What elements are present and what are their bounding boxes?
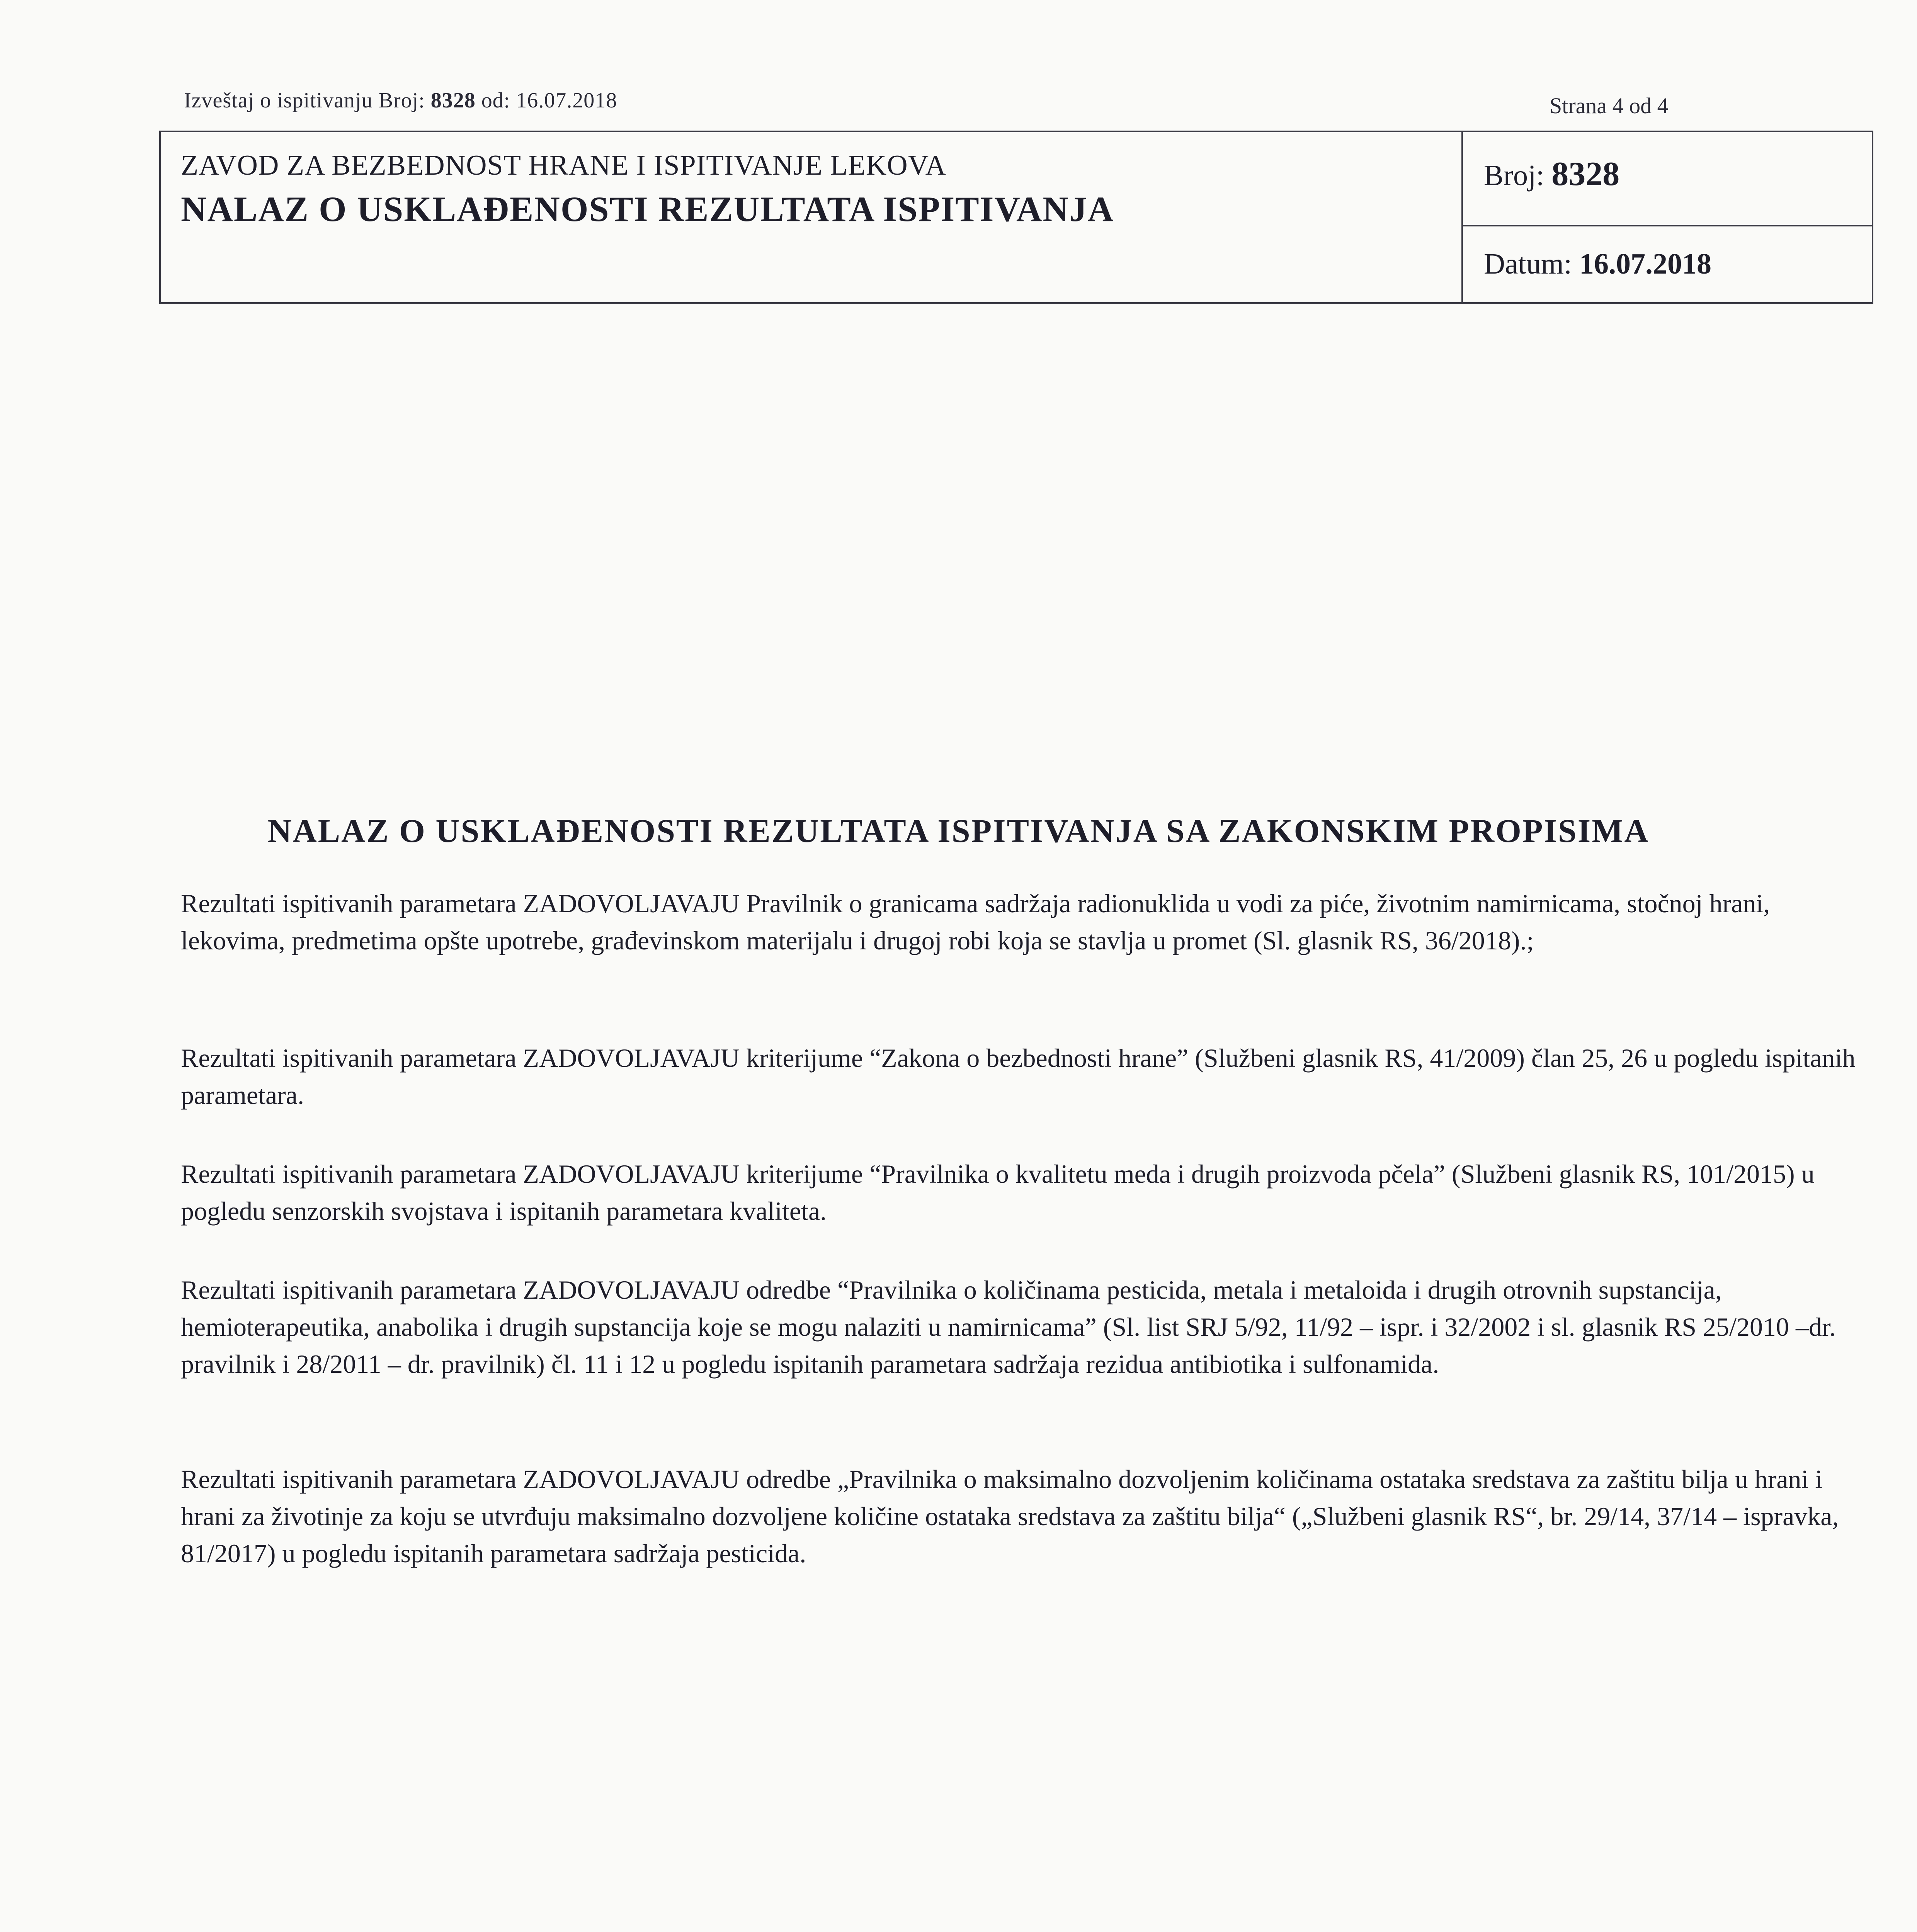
datum-field <box>1484 247 1711 281</box>
broj-value: 8328 <box>1551 155 1620 193</box>
report-ref-number: 8328 <box>430 88 476 112</box>
institute-name: ZAVOD ZA BEZBEDNOST HRANE I ISPITIVANJE LEKOVA <box>181 150 947 181</box>
page-indicator: Strana 4 od 4 <box>1550 93 1669 118</box>
compliance-paragraph: Rezultati ispitivanih parametara ZADOVOLJAVAJU Pravilnik o granicama sadržaja radionuklida u vodi za piće, životnim namirnicama, stočnoj hrani, lekovima, predmetima opšte upotrebe, građevinskom materijalu i drugoj robi koja se stavlja u promet (Sl. glasnik RS, 36/2018).; <box>181 889 1770 955</box>
document-title: NALAZ O USKLAĐENOSTI REZULTATA ISPITIVANJA <box>181 189 1114 229</box>
datum-label: Datum: <box>1484 248 1572 280</box>
report-ref-date-label: od: <box>481 88 510 112</box>
report-ref-date: 16.07.2018 <box>516 88 617 112</box>
compliance-paragraph: Rezultati ispitivanih parametara ZADOVOLJAVAJU odredbe „Pravilnika o maksimalno dozvoljenim količinama ostataka sredstava za zaštitu bilja u hrani i hrani za životinje za koju se utvrđuju maksimalno dozvoljene količine ostataka sredstava za zaštitu bilja“ („Službeni glasnik RS“, br. 29/14, 37/14 – ispravka, 81/2017) u pogledu ispitanih parametara sadržaja pesticida. <box>181 1464 1839 1568</box>
datum-value: 16.07.2018 <box>1579 248 1711 280</box>
compliance-paragraph: Rezultati ispitivanih parametara ZADOVOLJAVAJU kriterijume “Pravilnika o kvalitetu meda i drugih proizvoda pčela” (Službeni glasnik RS, 101/2015) u pogledu senzorskih svojstava i ispitanih parametara kvaliteta. <box>181 1159 1815 1226</box>
broj-label: Broj: <box>1484 159 1544 192</box>
section-heading: NALAZ O USKLAĐENOSTI REZULTATA ISPITIVANJA SA ZAKONSKIM PROPISIMA <box>267 812 1650 849</box>
compliance-paragraph: Rezultati ispitivanih parametara ZADOVOLJAVAJU odredbe “Pravilnika o količinama pesticida, metala i metaloida i drugih otrovnih supstancija, hemioterapeutika, anabolika i drugih supstancija koje se mogu nalaziti u namirnicama” (Sl. list SRJ 5/92, 11/92 – ispr. i 32/2002 i sl. glasnik RS 25/2010 –dr. pravilnik i 28/2011 – dr. pravilnik) čl. 11 i 12 u pogledu ispitanih parametara sadržaja rezidua antibiotika i sulfonamida. <box>181 1275 1836 1379</box>
header-divider-horizontal <box>1461 225 1873 226</box>
header-divider-vertical <box>1461 131 1463 304</box>
report-reference <box>184 88 617 113</box>
broj-field <box>1484 155 1619 194</box>
report-ref-prefix: Izveštaj o ispitivanju Broj: <box>184 88 425 112</box>
compliance-paragraph: Rezultati ispitivanih parametara ZADOVOLJAVAJU kriterijume “Zakona o bezbednosti hrane” (Službeni glasnik RS, 41/2009) član 25, 26 u pogledu ispitanih parametara. <box>181 1043 1856 1110</box>
